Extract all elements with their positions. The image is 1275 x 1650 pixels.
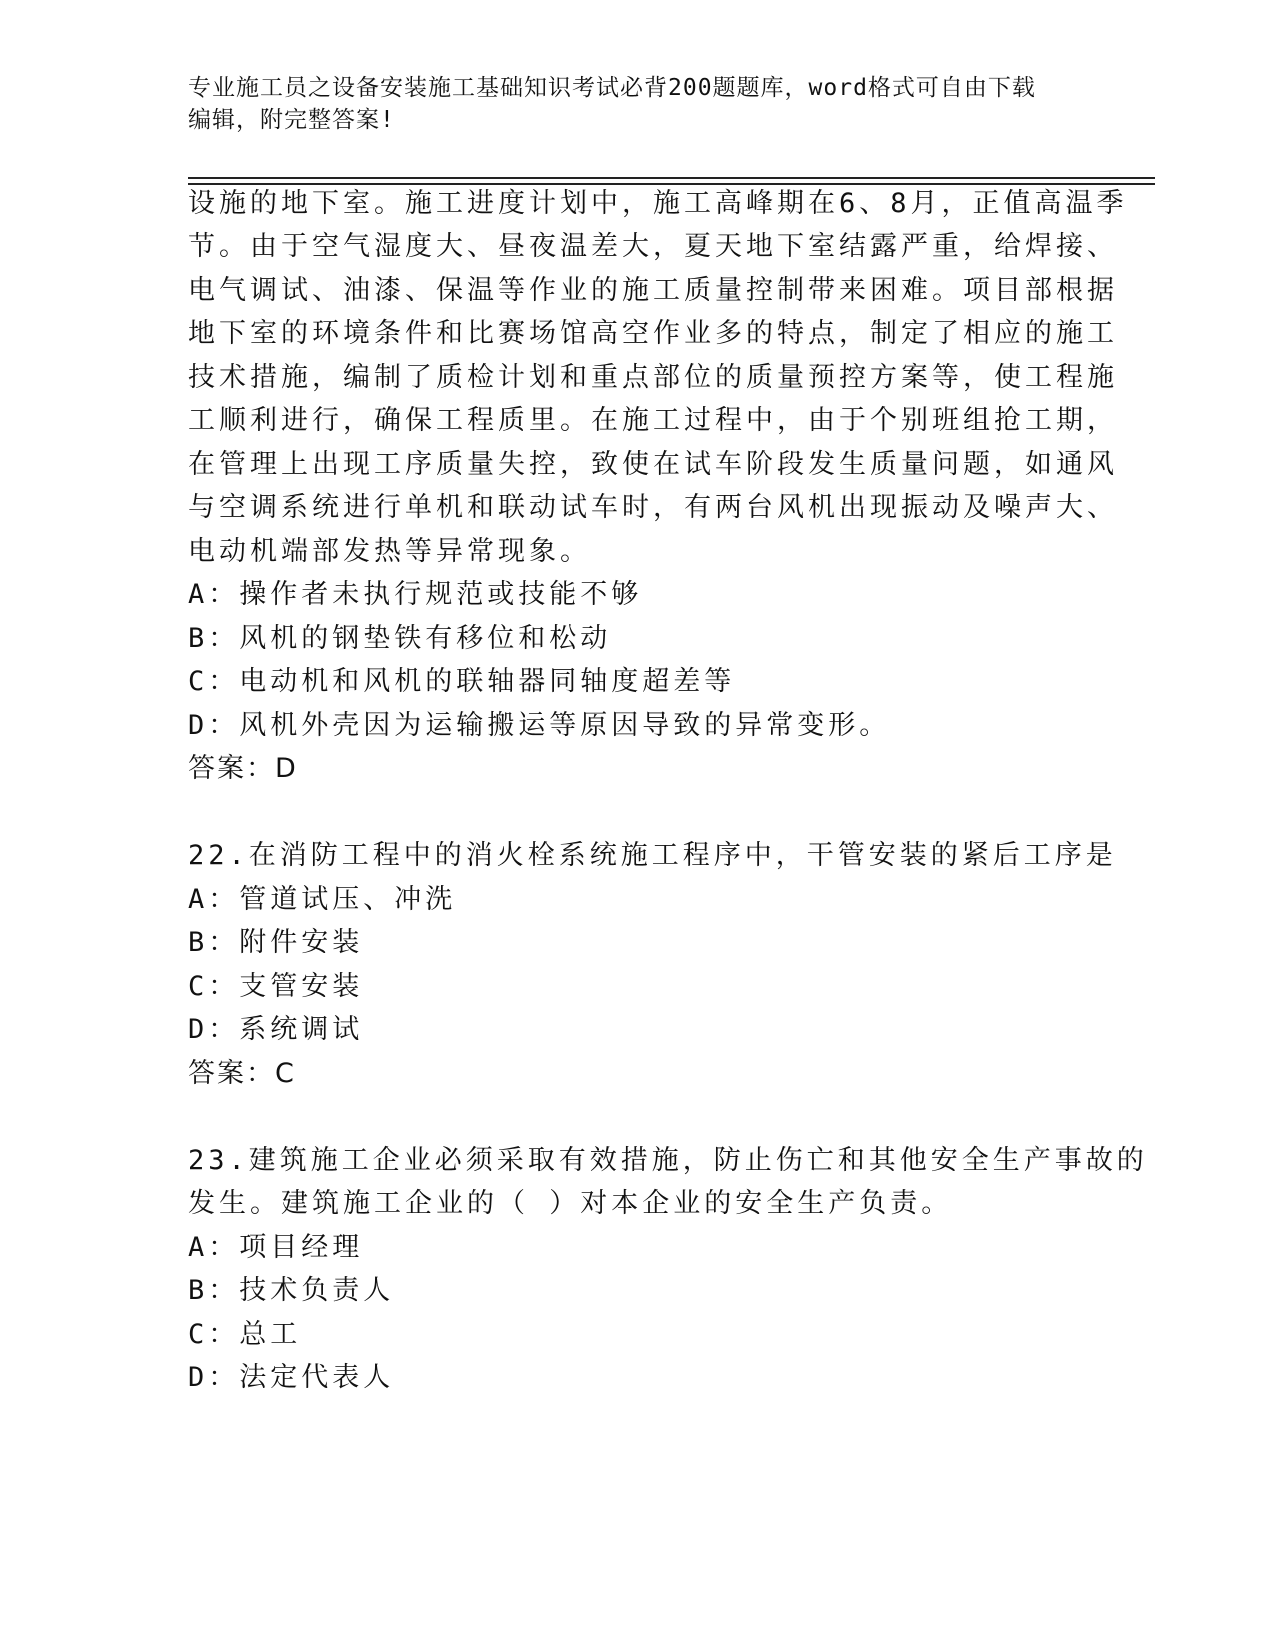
- question-22-option-b: B：附件安装: [188, 927, 364, 958]
- question-21-stem-line: 与空调系统进行单机和联动试车时，有两台风机出现振动及噪声大、: [188, 492, 1118, 523]
- question-21-option-d: D：风机外壳因为运输搬运等原因导致的异常变形。: [188, 710, 891, 741]
- question-21-option-b: B：风机的钢垫铁有移位和松动: [188, 623, 612, 654]
- question-23-option-d: D：法定代表人: [188, 1362, 395, 1393]
- question-21-stem-line: 工顺利进行，确保工程质里。在施工过程中，由于个别班组抢工期，: [188, 405, 1118, 436]
- question-21-option-a: A：操作者未执行规范或技能不够: [188, 579, 643, 610]
- question-21-stem-line: 设施的地下室。施工进度计划中，施工高峰期在6、8月，正值高温季: [188, 188, 1128, 219]
- question-23-option-a: A：项目经理: [188, 1232, 364, 1263]
- question-21-stem-line: 电动机端部发热等异常现象。: [188, 536, 591, 567]
- header-divider-bottom: [188, 183, 1155, 185]
- question-22-option-c: C：支管安装: [188, 971, 364, 1002]
- question-21-stem-line: 节。由于空气湿度大、昼夜温差大，夏天地下室结露严重，给焊接、: [188, 231, 1118, 262]
- question-22-answer: 答案：C: [188, 1058, 296, 1089]
- question-21-option-c: C：电动机和风机的联轴器同轴度超差等: [188, 666, 736, 697]
- question-23-stem-line: 发生。建筑施工企业的（ ）对本企业的安全生产负责。: [188, 1188, 953, 1219]
- question-21-answer: 答案：D: [188, 753, 298, 784]
- question-21-stem-line: 技术措施，编制了质检计划和重点部位的质量预控方案等，使工程施: [188, 362, 1118, 393]
- question-22-option-d: D：系统调试: [188, 1014, 364, 1045]
- question-22-option-a: A：管道试压、冲洗: [188, 884, 457, 915]
- question-23-stem-line: 23.建筑施工企业必须采取有效措施，防止伤亡和其他安全生产事故的: [188, 1145, 1148, 1176]
- question-21-stem-line: 地下室的环境条件和比赛场馆高空作业多的特点，制定了相应的施工: [188, 318, 1118, 349]
- header-title-line-2: 编辑，附完整答案!: [188, 107, 395, 133]
- question-22-stem-line: 22.在消防工程中的消火栓系统施工程序中，干管安装的紧后工序是: [188, 840, 1117, 871]
- question-23-option-b: B：技术负责人: [188, 1275, 395, 1306]
- header-divider-top: [188, 177, 1155, 179]
- question-21-stem-line: 电气调试、油漆、保温等作业的施工质量控制带来困难。项目部根据: [188, 275, 1118, 306]
- question-23-option-c: C：总工: [188, 1319, 302, 1350]
- question-21-stem-line: 在管理上出现工序质量失控，致使在试车阶段发生质量问题，如通风: [188, 449, 1118, 480]
- document-header: [188, 72, 1088, 136]
- header-title-line-1: 专业施工员之设备安装施工基础知识考试必背200题题库，word格式可自由下载: [188, 75, 1036, 101]
